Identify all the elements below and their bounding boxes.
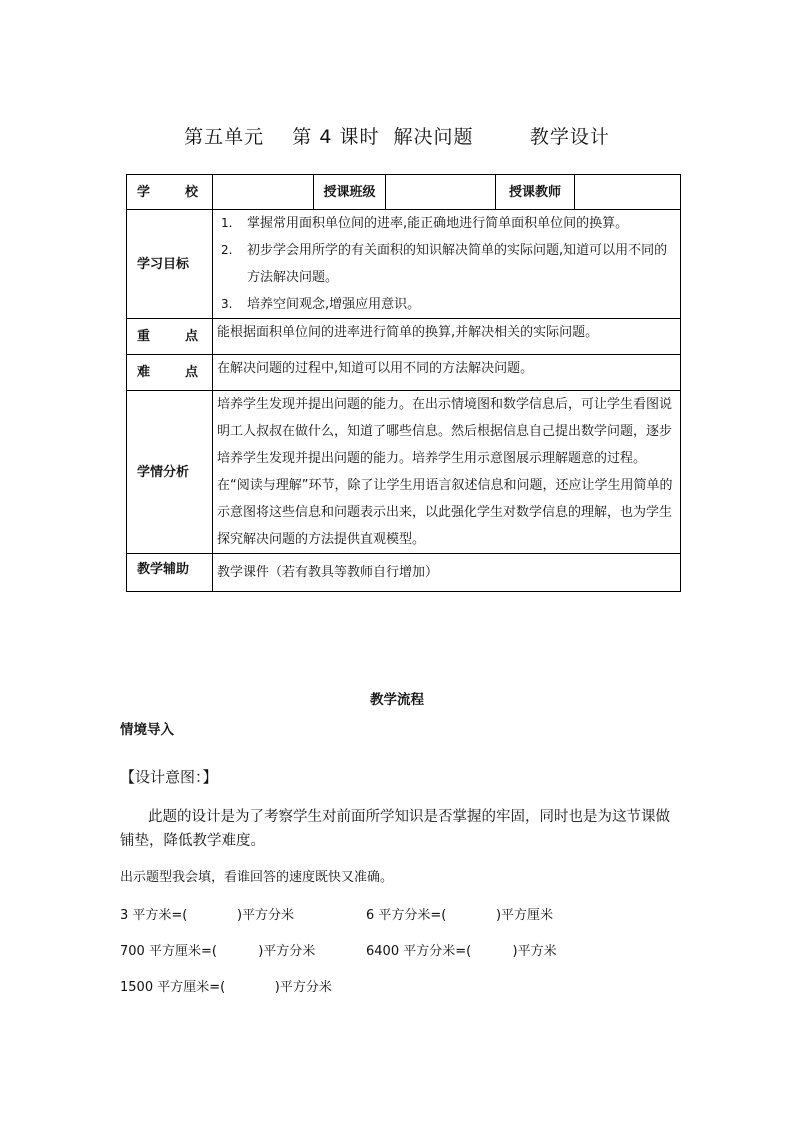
document-title: 第五单元 第 4 课时 解决问题 教学设计	[184, 126, 610, 148]
goals-list	[217, 210, 680, 318]
question-item: 1500 平方厘米=( )平方分米	[120, 980, 332, 995]
difficulty-label: 难 点	[127, 355, 213, 391]
goal-item: 2. 初步学会用所学的有关面积的知识解决简单的实际问题,知道可以用不同的方法解决问题。	[221, 243, 668, 285]
design-intent-label: 【设计意图：】	[120, 768, 218, 786]
analysis-cell	[213, 391, 681, 554]
analysis-label: 学情分析	[127, 391, 213, 554]
question-item: 6 平方分米=( )平方厘米	[366, 908, 554, 923]
analysis-paragraph-1: 培养学生发现并提出问题的能力。在出示情境图和数学信息后，可让学生看图说明工人叔叔在做什么，知道了哪些信息。然后根据信息自己提出数学问题，逐步培养学生发现并提出问题的能力。培养学生用示意图展示理解题意的过程。	[217, 397, 673, 466]
lesson-info-table	[126, 174, 681, 592]
goals-label: 学习目标	[127, 210, 213, 319]
school-label: 学 校	[127, 175, 213, 210]
aid-text: 教学课件（若有教具等教师自行增加）	[213, 554, 681, 592]
key-point-label: 重 点	[127, 319, 213, 355]
goal-item: 3. 培养空间观念,增强应用意识。	[221, 297, 421, 312]
design-intent-text: 此题的设计是为了考察学生对前面所学知识是否掌握的牢固，同时也是为这节课做铺垫，降低教学难度。	[120, 809, 670, 849]
instruction-text: 出示题型我会填，看谁回答的速度既快又准确。	[120, 870, 394, 885]
question-item: 700 平方厘米=( )平方分米	[120, 944, 316, 959]
teacher-label: 授课教师	[496, 175, 575, 210]
class-value-cell	[386, 175, 496, 210]
difficulty-text: 在解决问题的过程中,知道可以用不同的方法解决问题。	[213, 355, 681, 391]
goals-cell	[213, 210, 681, 319]
teacher-value-cell	[575, 175, 681, 210]
goal-item: 1. 掌握常用面积单位间的进率,能正确地进行简单面积单位间的换算。	[221, 216, 629, 231]
section-title: 情境导入	[120, 722, 174, 738]
question-item: 6400 平方分米=( )平方米	[366, 944, 557, 959]
flow-title: 教学流程	[370, 692, 424, 708]
key-point-text: 能根据面积单位间的进率进行简单的换算,并解决相关的实际问题。	[213, 319, 681, 355]
school-value-cell	[213, 175, 314, 210]
analysis-paragraph-2: 在“阅读与理解”环节，除了让学生用语言叙述信息和问题，还应让学生用简单的示意图将这些信息和问题表示出来，以此强化学生对数学信息的理解，也为学生探究解决问题的方法提供直观模型。	[217, 478, 673, 547]
aid-label: 教学辅助	[127, 554, 213, 592]
question-item: 3 平方米=( )平方分米	[120, 908, 295, 923]
class-label: 授课班级	[314, 175, 386, 210]
